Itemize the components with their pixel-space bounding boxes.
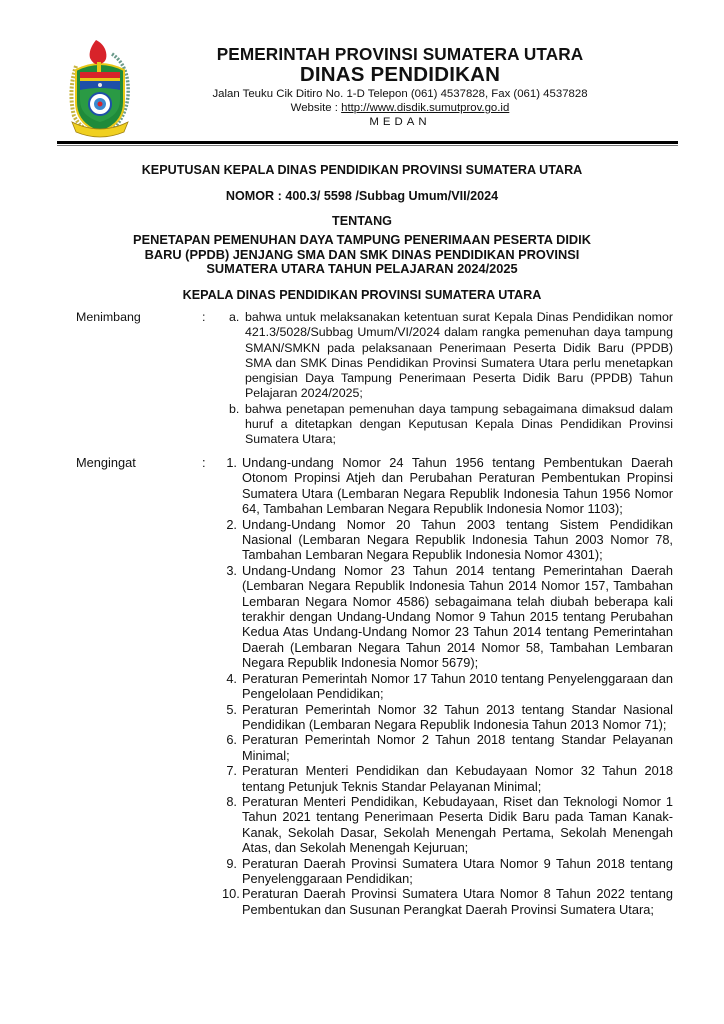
list-item — [222, 702, 673, 733]
list-marker: 9. — [226, 855, 237, 871]
letterhead-divider-thick — [57, 141, 678, 144]
website-link[interactable]: http://www.disdik.sumutprov.go.id — [341, 102, 510, 114]
list-marker: 2. — [226, 516, 237, 532]
list-item-text: Peraturan Pemerintah Nomor 2 Tahun 2018 tentang Standar Pelayanan Minimal; — [242, 732, 673, 763]
list-item-text: bahwa penetapan pemenuhan daya tampung sebagaimana dimaksud dalam huruf a ditetapkan dengan Keputusan Kepala Dinas Pendidikan Provinsi Sumatera Utara; — [245, 401, 673, 447]
list-marker: 8. — [226, 793, 237, 809]
list-item — [222, 455, 673, 517]
coat-of-arms-logo-icon — [66, 36, 134, 140]
city-name: MEDAN — [369, 116, 431, 128]
list-item — [222, 794, 673, 856]
decree-issuer: KEPALA DINAS PENDIDIKAN PROVINSI SUMATERA UTARA — [182, 288, 542, 302]
list-item-text: Peraturan Pemerintah Nomor 17 Tahun 2010 tentang Penyelenggaraan dan Pengelolaan Pendidikan; — [242, 670, 673, 702]
agency-address: Jalan Teuku Cik Ditiro No. 1-D Telepon (061) 4537828, Fax (061) 4537828 — [212, 88, 588, 100]
list-item — [229, 402, 673, 448]
section-colon: : — [202, 455, 206, 470]
list-item-text: Undang-Undang Nomor 23 Tahun 2014 tentang Pemerintahan Daerah (Lembaran Negara Republik Indonesia Tahun 2014 Nomor 157, Tambahan Lembaran Negara Nomor 4586) sebagaimana telah diubah beberapa kali terakhir dengan Undang-Undang Nomor 9 Tahun 2015 tentang Perubahan Kedua Atas Undang-Undang Nomor 23 Tahun 2014 tentang Pemerintahan Daerah (Lembaran Negara Tahun 2014 Nomor 58, Tambahan Lembaran Negara Republik Indonesia Nomor 5679); — [242, 562, 673, 671]
list-item-text: Peraturan Menteri Pendidikan dan Kebudayaan Nomor 32 Tahun 2018 tentang Petunjuk Teknis Standar Pelayanan Minimal; — [242, 763, 673, 794]
list-marker: 3. — [226, 562, 237, 578]
letterhead-divider-thin — [57, 145, 678, 146]
section-label: Mengingat — [76, 455, 136, 470]
list-marker: 10. — [222, 886, 240, 902]
section-colon: : — [202, 310, 206, 324]
decree-subject — [60, 233, 664, 277]
list-item-text: Peraturan Daerah Provinsi Sumatera Utara Nomor 8 Tahun 2022 tentang Pembentukan dan Susunan Perangkat Daerah Provinsi Sumatera Utara; — [242, 886, 673, 917]
list-item — [222, 886, 673, 917]
list-marker: 1. — [226, 455, 237, 470]
list-item — [229, 310, 673, 402]
list-item — [222, 517, 673, 563]
agency-name: DINAS PENDIDIKAN — [299, 63, 501, 86]
decree-subject-line: SUMATERA UTARA TAHUN PELAJARAN 2024/2025 — [206, 261, 518, 276]
list-item-text: bahwa untuk melaksanakan ketentuan surat Kepala Dinas Pendidikan nomor 421.3/5028/Subbag Umum/VI/2024 dalam rangka pemenuhan daya tampung SMAN/SMKN pada pelaksanaan Penerimaan Peserta Didik Baru (PPDB) SMA dan SMK Dinas Pendidikan Provinsi Sumatera Utara perlu menetapkan pengisian Daya Tampung Penerimaan Peserta Didik Baru (PPDB) Tahun Pelajaran 2024/2025; — [245, 310, 673, 401]
decree-subject-line: BARU (PPDB) JENJANG SMA DAN SMK DINAS PENDIDIKAN PROVINSI — [144, 246, 580, 262]
list-marker: 7. — [226, 763, 237, 779]
decree-number: NOMOR : 400.3/ 5598 /Subbag Umum/VII/2024 — [225, 189, 499, 203]
letterhead — [180, 44, 620, 129]
decree-about: TENTANG — [332, 214, 392, 228]
list-item — [222, 732, 673, 763]
list-marker: 4. — [226, 670, 237, 686]
government-name: PEMERINTAH PROVINSI SUMATERA UTARA — [216, 44, 584, 64]
decree-subject-line: PENETAPAN PEMENUHAN DAYA TAMPUNG PENERIMAAN PESERTA DIDIK — [133, 232, 591, 247]
menimbang-list — [229, 310, 673, 448]
list-item-text: Peraturan Pemerintah Nomor 32 Tahun 2013 tentang Standar Nasional Pendidikan (Lembaran Negara Republik Indonesia Tahun 2013 Nomor 71); — [242, 701, 673, 732]
section-label: Menimbang — [76, 310, 141, 324]
list-marker: a. — [229, 310, 240, 324]
website-line — [180, 101, 620, 115]
list-item — [222, 671, 673, 702]
list-marker: 5. — [226, 701, 237, 717]
list-item — [222, 856, 673, 887]
list-item-text: Peraturan Menteri Pendidikan, Kebudayaan, Riset dan Teknologi Nomor 1 Tahun 2021 tentang Penerimaan Peserta Didik Baru pada Taman Kanak-Kanak, Sekolah Dasar, Sekolah Menengah Pertama, Sekolah Menengah Atas, dan Sekolah Menengah Kejuruan; — [242, 793, 673, 856]
list-item-text: Peraturan Daerah Provinsi Sumatera Utara Nomor 9 Tahun 2018 tentang Penyelenggaraan Pendidikan; — [242, 855, 673, 886]
list-item-text: Undang-undang Nomor 24 Tahun 1956 tentang Pembentukan Daerah Otonom Propinsi Atjeh dan Perubahan Peraturan Pembentukan Propinsi Sumatera Utara (Lembaran Negara Republik Indonesia Tahun 1956 Nomor 64, Tambahan Lembaran Negara Republik Indonesia Nomor 1103); — [242, 455, 673, 517]
decree-title: KEPUTUSAN KEPALA DINAS PENDIDIKAN PROVINSI SUMATERA UTARA — [141, 163, 583, 177]
list-marker: b. — [229, 401, 240, 416]
list-item — [222, 563, 673, 671]
website-label: Website : — [290, 102, 342, 114]
list-marker: 6. — [226, 732, 237, 748]
mengingat-list — [222, 455, 673, 917]
list-item-text: Undang-Undang Nomor 20 Tahun 2003 tentang Sistem Pendidikan Nasional (Lembaran Negara Republik Indonesia Tahun 2003 Nomor 78, Tambahan Lembaran Negara Republik Indonesia Nomor 4301); — [242, 516, 673, 563]
list-item — [222, 763, 673, 794]
